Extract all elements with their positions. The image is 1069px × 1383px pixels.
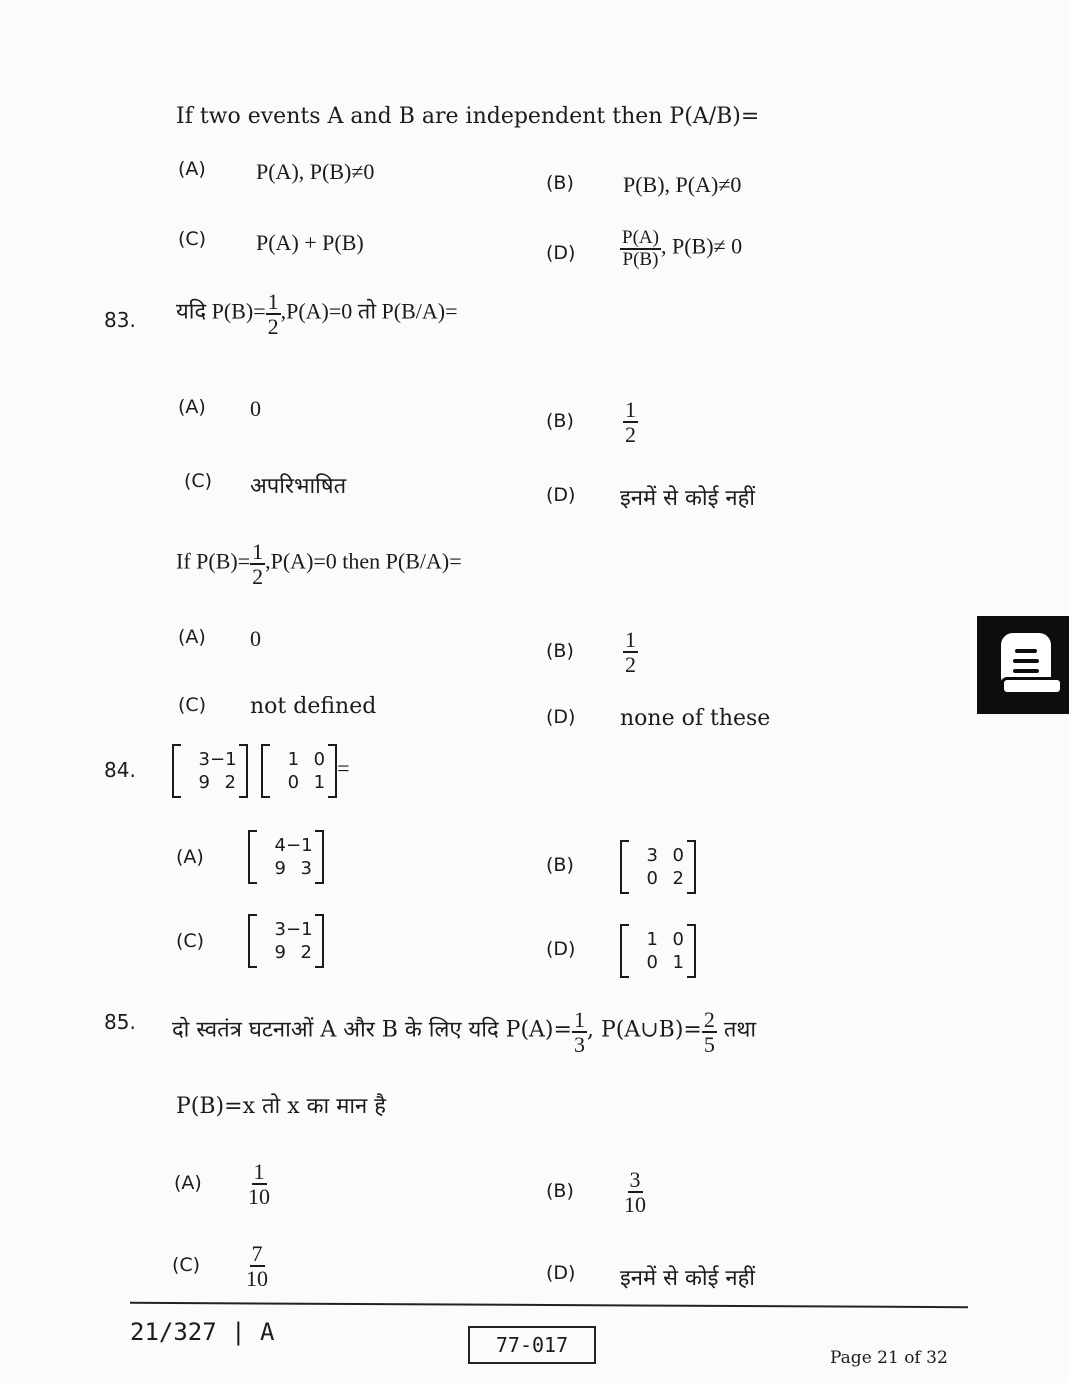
q84-b-21: 0 xyxy=(646,868,658,889)
q83-hi-option-a: 0 xyxy=(250,396,261,421)
q83-en-half-num: 1 xyxy=(252,539,264,564)
q83-en-half xyxy=(250,540,265,588)
q85-stem-mid: , P(A∪B)= xyxy=(586,1017,702,1043)
q83-en-option-a-label: (A) xyxy=(178,626,206,648)
footer-series-code: 77-017 xyxy=(495,1333,569,1357)
q83-hi-b-num: 1 xyxy=(625,397,636,422)
q82-d-fraction xyxy=(620,228,661,270)
q83-hi-half-num: 1 xyxy=(267,289,279,314)
q84-option-d-label: (D) xyxy=(546,938,576,960)
q84-m1-12: −1 xyxy=(210,749,237,770)
q82-option-a-label: (A) xyxy=(178,158,206,180)
q84-matrix-2 xyxy=(261,744,337,798)
q84-m2-11: 1 xyxy=(287,749,300,770)
q85-b-fraction xyxy=(624,1168,646,1216)
q83-hi-option-d-label: (D) xyxy=(546,484,576,506)
q84-m1-22: 2 xyxy=(224,772,236,793)
q85-pu-fraction xyxy=(702,1008,717,1056)
q82-option-c: P(A) + P(B) xyxy=(256,230,364,255)
q84-m2-12: 0 xyxy=(313,749,326,770)
q85-b-num: 3 xyxy=(629,1167,641,1192)
q85-option-c xyxy=(246,1242,268,1290)
q83-hi-stem-post: ,P(A)=0 तो P(B/A)= xyxy=(280,298,458,324)
q84-stem xyxy=(172,744,350,798)
q83-hi-option-b xyxy=(623,398,638,446)
q84-d-22: 1 xyxy=(672,952,684,973)
q83-en-half-den: 2 xyxy=(252,564,264,590)
q82-d-tail: , P(B)≠ 0 xyxy=(660,233,743,259)
q83-english-stem xyxy=(176,540,462,588)
q84-matrix-1 xyxy=(172,744,248,798)
q84-a-22: 3 xyxy=(300,858,312,879)
q84-d-12: 0 xyxy=(672,929,684,950)
q83-hi-option-b-label: (B) xyxy=(546,410,574,432)
q85-c-den: 10 xyxy=(246,1266,268,1292)
q85-a-num: 1 xyxy=(253,1159,265,1184)
q83-en-stem-pre: If P(B)= xyxy=(176,548,251,574)
q84-option-c-label: (C) xyxy=(176,930,205,952)
q85-option-d-label: (D) xyxy=(546,1262,576,1284)
q84-c-11: 3 xyxy=(274,919,286,940)
footer-rule xyxy=(130,1302,968,1308)
q84-c-22: 2 xyxy=(300,942,312,963)
q85-option-c-label: (C) xyxy=(172,1254,201,1276)
q85-stem-post: तथा xyxy=(716,1017,757,1043)
q85-option-d: इनमें से कोई नहीं xyxy=(620,1266,756,1291)
q84-option-b xyxy=(620,840,696,894)
q84-b-22: 2 xyxy=(672,868,684,889)
footer-paper-code: 21/327 | A xyxy=(130,1318,275,1346)
q84-d-11: 1 xyxy=(646,929,658,950)
document-viewer-button[interactable] xyxy=(977,616,1069,714)
q84-a-21: 9 xyxy=(274,858,286,879)
q84-m2-21: 0 xyxy=(287,772,300,793)
q84-c-12: −1 xyxy=(286,919,313,940)
q84-m1-11: 3 xyxy=(198,749,210,770)
q83-en-option-c: not defined xyxy=(250,694,377,719)
q85-number: 85. xyxy=(104,1010,136,1034)
q84-a-12: −1 xyxy=(286,835,313,856)
q82-option-b-label: (B) xyxy=(546,172,574,194)
q84-option-c xyxy=(248,914,324,968)
q83-hi-b-den: 2 xyxy=(625,422,636,448)
q85-option-b-label: (B) xyxy=(546,1180,574,1202)
q84-m1-21: 9 xyxy=(198,772,210,793)
q85-option-b xyxy=(624,1168,646,1216)
q83-en-option-d: none of these xyxy=(620,706,771,731)
q83-hindi-stem xyxy=(176,290,458,338)
q85-pa-fraction xyxy=(572,1008,587,1056)
q85-a-den: 10 xyxy=(248,1184,270,1210)
q83-hi-option-c: अपरिभाषित xyxy=(250,474,347,499)
q85-c-num: 7 xyxy=(251,1241,263,1266)
q85-stem-line1 xyxy=(172,1008,756,1056)
q85-stem-line2: P(B)=x तो x का मान है xyxy=(176,1094,386,1119)
q83-hi-option-d: इनमें से कोई नहीं xyxy=(620,486,756,511)
q84-c-21: 9 xyxy=(274,942,286,963)
q85-pa-den: 3 xyxy=(573,1032,585,1058)
q83-en-option-a: 0 xyxy=(250,626,261,651)
q84-d-21: 0 xyxy=(646,952,658,973)
q83-hi-stem-pre: यदि P(B)= xyxy=(176,298,266,324)
q83-en-option-b-label: (B) xyxy=(546,640,574,662)
q85-b-den: 10 xyxy=(624,1192,646,1218)
q85-pa-num: 1 xyxy=(573,1007,585,1032)
q83-number: 83. xyxy=(104,308,136,332)
q83-en-option-b xyxy=(623,628,638,676)
q83-en-option-c-label: (C) xyxy=(178,694,207,716)
q84-option-d xyxy=(620,924,696,978)
q83-hi-half-den: 2 xyxy=(267,314,279,340)
q84-option-b-label: (B) xyxy=(546,854,574,876)
q85-stem-pre: दो स्वतंत्र घटनाओं A और B के लिए यदि P(A)= xyxy=(172,1017,572,1043)
q83-hi-b-fraction xyxy=(623,398,638,446)
q84-m2-22: 1 xyxy=(313,772,326,793)
q85-a-fraction xyxy=(248,1160,270,1208)
document-icon xyxy=(1001,633,1051,689)
q85-option-a-label: (A) xyxy=(174,1172,202,1194)
q83-en-option-d-label: (D) xyxy=(546,706,576,728)
q83-en-b-num: 1 xyxy=(625,627,636,652)
q82-d-denominator: P(B) xyxy=(622,248,659,270)
q82-option-c-label: (C) xyxy=(178,228,207,250)
q82-option-d xyxy=(620,228,742,270)
q85-pu-num: 2 xyxy=(703,1007,715,1032)
q85-c-fraction xyxy=(246,1242,268,1290)
footer-series-box xyxy=(468,1326,596,1364)
q85-option-a xyxy=(248,1160,270,1208)
q84-number: 84. xyxy=(104,758,136,782)
q84-option-a xyxy=(248,830,324,884)
q84-a-11: 4 xyxy=(274,835,286,856)
q83-hi-half xyxy=(266,290,281,338)
q84-b-11: 3 xyxy=(646,845,658,866)
q83-hi-option-a-label: (A) xyxy=(178,396,206,418)
footer-page-number: Page 21 of 32 xyxy=(830,1348,948,1368)
q83-en-stem-post: ,P(A)=0 then P(B/A)= xyxy=(265,548,462,574)
q82-option-d-label: (D) xyxy=(546,242,576,264)
q82-option-a: P(A), P(B)≠0 xyxy=(256,159,375,184)
q83-en-b-den: 2 xyxy=(625,652,636,678)
q82-option-b: P(B), P(A)≠0 xyxy=(623,172,742,197)
q82-d-numerator: P(A) xyxy=(622,227,659,248)
q84-b-12: 0 xyxy=(672,845,684,866)
q84-equals: = xyxy=(337,755,350,781)
q82-stem: If two events A and B are independent then P(A/B)= xyxy=(176,104,760,129)
q83-hi-option-c-label: (C) xyxy=(184,470,213,492)
q85-pu-den: 5 xyxy=(703,1032,715,1058)
q84-option-a-label: (A) xyxy=(176,846,204,868)
q83-en-b-fraction xyxy=(623,628,638,676)
